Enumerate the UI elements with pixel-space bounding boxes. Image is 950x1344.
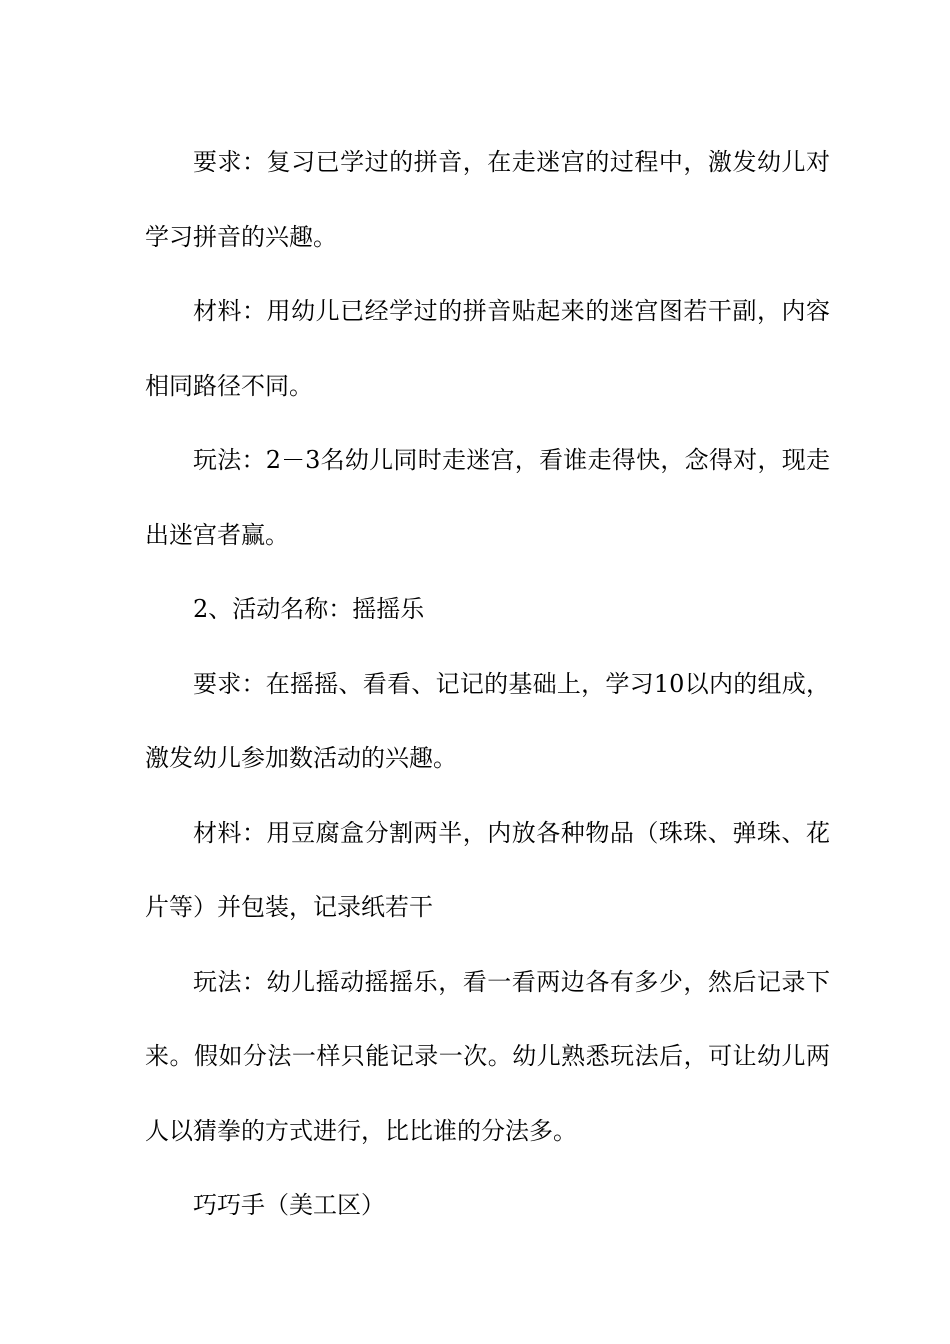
paragraph-section-heading: 巧巧手（美工区） [193, 1191, 385, 1219]
paragraph-activity-title: 2、活动名称：摇摇乐 [193, 595, 425, 623]
paragraph-maze-materials: 材料：用幼儿已经学过的拼音贴起来的迷宫图若干副，内容相同路径不同。 [145, 297, 830, 400]
paragraph-maze-requirement: 要求：复习已学过的拼音，在走迷宫的过程中，激发幼儿对学习拼音的兴趣。 [145, 148, 830, 251]
paragraph-shake-materials: 材料：用豆腐盒分割两半，内放各种物品（珠珠、弹珠、花片等）并包装，记录纸若干 [145, 818, 830, 921]
paragraph-shake-gameplay: 玩法：幼儿摇动摇摇乐，看一看两边各有多少，然后记录下来。假如分法一样只能记录一次。幼儿熟悉玩法后，可让幼儿两人以猜拳的方式进行，比比谁的分法多。 [145, 967, 830, 1145]
paragraph-maze-gameplay: 玩法：2－3名幼儿同时走迷宫，看谁走得快，念得对，现走出迷宫者赢。 [145, 446, 830, 549]
document-body [145, 125, 830, 1243]
paragraph-shake-requirement: 要求：在摇摇、看看、记记的基础上，学习10以内的组成，激发幼儿参加数活动的兴趣。 [145, 669, 830, 772]
